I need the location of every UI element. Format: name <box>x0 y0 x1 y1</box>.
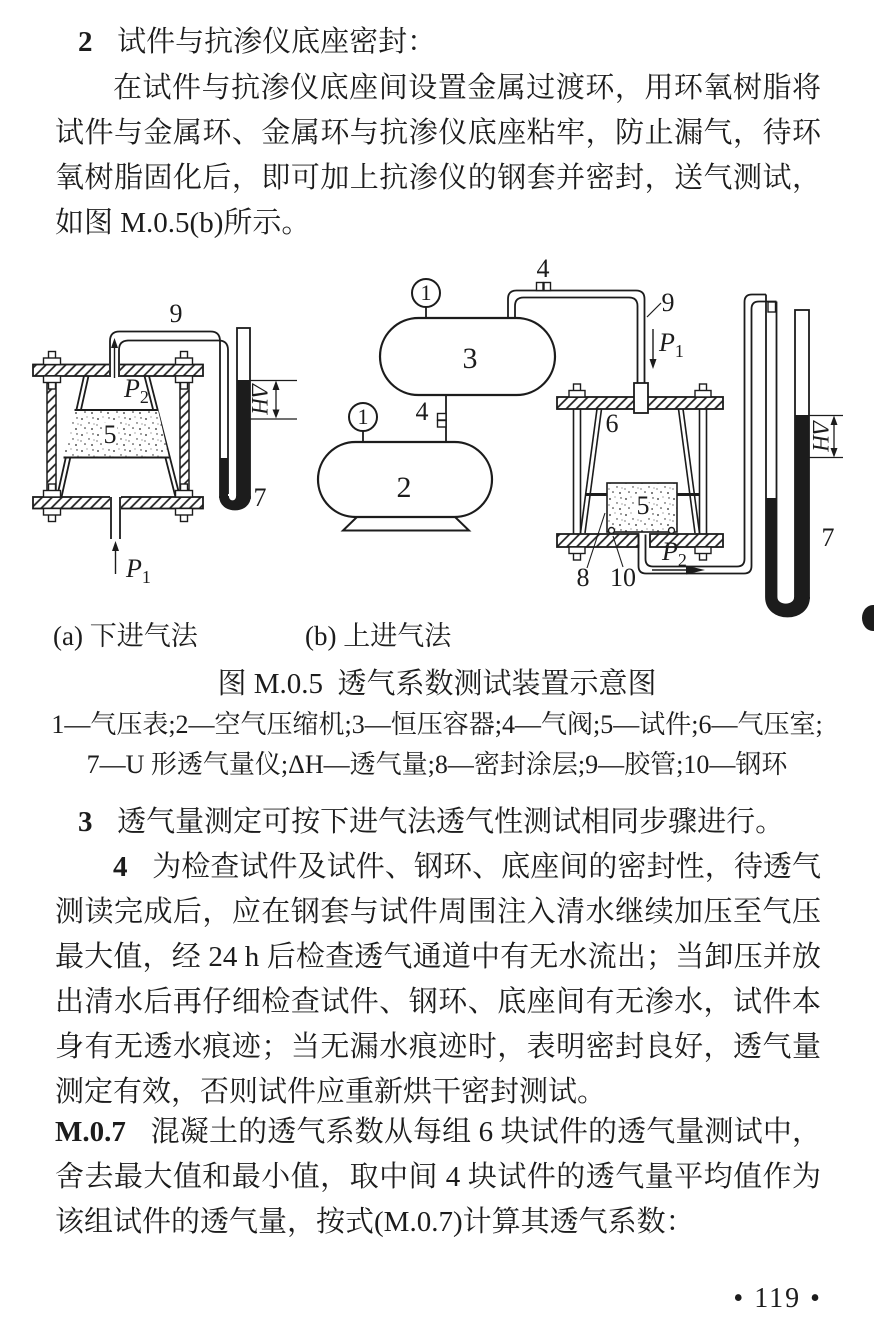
label-manometer-b: 7 <box>821 523 835 552</box>
ink-spot <box>862 605 874 631</box>
subcaption-b: (b) 上进气法 <box>305 621 452 651</box>
subcaption-a: (a) 下进气法 <box>53 621 198 651</box>
diagram-b-top-inlet <box>318 279 874 631</box>
label-hose-9b: 9 <box>661 288 675 317</box>
diagram-a-bottom-inlet <box>33 328 297 574</box>
figure-caption: 图 M.0.5 透气系数测试装置示意图 <box>217 668 657 700</box>
page-number: • 119 • <box>733 1283 822 1314</box>
inlet-fitting <box>634 383 648 413</box>
label-delta-h-a: ΔH <box>247 383 272 415</box>
label-ring-10: 10 <box>610 563 636 592</box>
label-vessel-3: 3 <box>462 342 478 375</box>
steel-ring-left <box>609 528 615 534</box>
label-p1-b: P1 <box>659 328 684 361</box>
steel-ring-right <box>669 528 675 534</box>
section-4-number: 4 <box>113 851 128 883</box>
label-chamber-6: 6 <box>605 409 619 438</box>
section-m07-body: 混凝土的透气系数从每组 6 块试件的透气量测试中，舍去最大值和最小值，取中间 4 块试件的透气量平均值作为该组试件的透气量，按式(M.0.7)计算其透气系数： <box>55 1116 821 1238</box>
section-2-body: 在试件与抗渗仪底座间设置金属过渡环，用环氧树脂将试件与金属环、金属环与抗渗仪底座粘牢，防止漏气，待环氧树脂固化后，即可加上抗渗仪的钢套并密封，送气测试，如图 M.0.5(b)所示。 <box>55 72 821 239</box>
compressor-base <box>343 516 469 531</box>
section-3-line <box>78 800 784 845</box>
section-3-number: 3 <box>78 806 93 838</box>
figure-legend-line1: 1—气压表;2—空气压缩机;3—恒压容器;4—气阀;5—试件;6—气压室; <box>51 710 823 739</box>
label-gauge-2: 1 <box>357 404 369 429</box>
section-2-number: 2 <box>78 26 93 58</box>
label-specimen-a: 5 <box>103 420 117 449</box>
valve-4-top <box>537 283 544 291</box>
valve-4-mid <box>438 414 447 421</box>
section-4-body: 为检查试件及试件、钢环、底座间的密封性，待透气测读完成后，应在钢套与试件周围注入清水继续加压至气压最大值，经 24 h 后检查透气通道中有无水流出；当卸压并放出清水后再仔细检查试件、钢环、底座间有无渗水，试件本身有无透水痕迹；当无漏水痕迹时，表明密封良好，透气量测定有效，否则试件应重新烘干密封测试。 <box>55 851 821 1108</box>
section-m07-paragraph <box>55 1110 821 1245</box>
label-specimen-b: 5 <box>636 491 650 520</box>
section-3-body: 透气量测定可按下进气法透气性测试相同步骤进行。 <box>117 806 785 838</box>
manometer-a-liquid <box>220 380 250 510</box>
label-delta-h-b: ΔH <box>808 420 833 452</box>
label-p2-a: P2 <box>124 374 149 407</box>
manometer-b <box>766 295 843 617</box>
cell-b-bottom-plate-right <box>650 534 723 547</box>
cell-a-left-wall <box>47 374 56 498</box>
label-vessel-2: 2 <box>396 471 412 504</box>
label-p1-a: P1 <box>126 554 151 587</box>
cell-a-right-wall <box>180 374 189 498</box>
chamber-6-wall <box>581 409 598 533</box>
section-2-title: 试件与抗渗仪底座密封： <box>117 26 437 58</box>
label-hose-9a: 9 <box>169 299 183 328</box>
label-coating-8: 8 <box>576 563 590 592</box>
label-p2-b: P2 <box>662 537 687 570</box>
label-valve-4-top: 4 <box>536 254 550 283</box>
label-manometer-a: 7 <box>253 483 267 512</box>
section-4-paragraph <box>55 845 821 1115</box>
figure-legend-line2: 7—U 形透气量仪;ΔH—透气量;8—密封涂层;9—胶管;10—钢环 <box>86 750 788 779</box>
manometer-b-liquid <box>766 415 809 617</box>
label-gauge-3: 1 <box>420 280 432 305</box>
label-valve-4-mid: 4 <box>415 397 429 426</box>
section-m07-number: M.0.7 <box>55 1116 126 1148</box>
